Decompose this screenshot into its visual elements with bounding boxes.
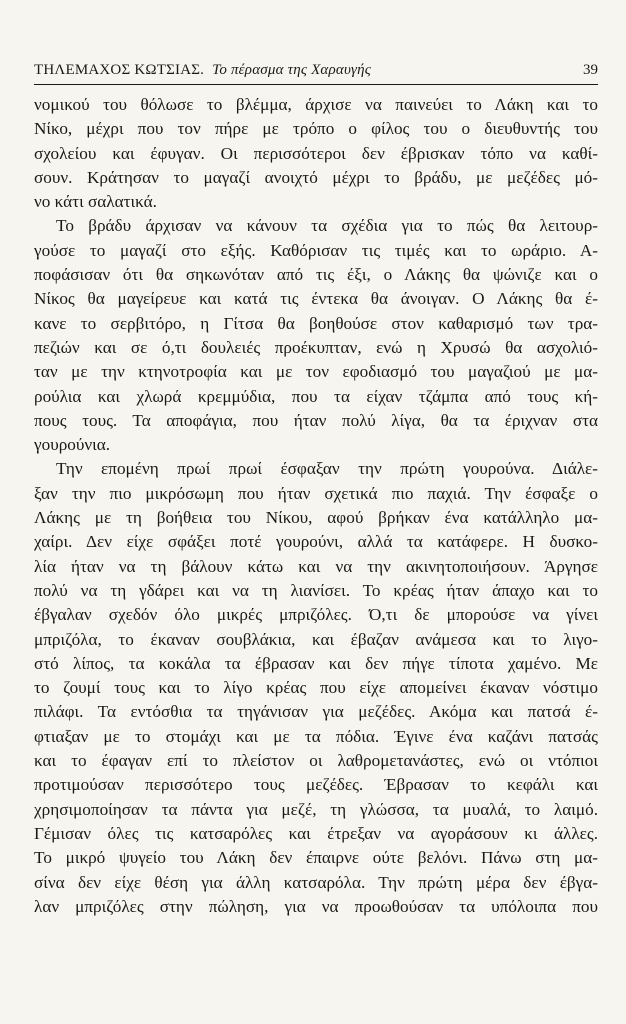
text-line: Το μικρό ψυγείο του Λάκη δεν έπαιρνε ούτε βελόνι. Πάνω στη μα- — [34, 848, 598, 868]
text-line: γούσε το μαγαζί στο εξής. Καθόρισαν τις τιμές και το ωράριο. Α- — [34, 240, 598, 260]
text-line: Λάκης με τη βοήθεια του Νίκου, αφού βρήκαν ένα κατάλληλο μα- — [34, 508, 598, 528]
text-line: Γέμισαν όλες τις κατσαρόλες και έτρεξαν να αγοράσουν κι άλλες. — [34, 823, 598, 843]
text-line: Νίκος θα μαγείρευε και κατά τις έντεκα θα άνοιγαν. Ο Λάκης θα έ- — [34, 289, 598, 309]
text-line: σχολείου και έφυγαν. Οι περισσότεροι δεν έβρισκαν τόπο να καθί- — [34, 143, 598, 163]
text-line: χαίρι. Δεν είχε σφάξει ποτέ γουρούνι, αλλά τα κατάφερε. Η δυσκο- — [34, 532, 598, 552]
text-line: χρησιμοποίησαν τα πάντα για μεζέ, τη γλώσσα, τα μυαλά, το λαιμό. — [34, 799, 598, 819]
header-book-title: Το πέρασμα της Χαραυγής — [212, 62, 372, 78]
text-line: νομικού του θόλωσε το βλέμμα, άρχισε να παινεύει το Λάκη και το — [34, 95, 598, 114]
text-line: Νίκο, μέχρι που τον πήρε με τρόπο ο φίλος του ο διευθυντής του — [34, 119, 598, 139]
text-line: Την επομένη πρωί πρωί έσφαξαν την πρώτη γουρούνα. Διάλε- — [56, 459, 598, 479]
text-line: κανε το σερβιτόρο, η Γίτσα θα βοηθούσε στον καθαρισμό των τρα- — [34, 313, 598, 333]
text-line: ποφάσισαν ότι θα σηκωνόταν από τις έξι, ο Λάκης θα ψώνιζε και ο — [34, 265, 598, 285]
header-author: ΤΗΛΕΜΑΧΟΣ ΚΩΤΣΙΑΣ. — [34, 62, 205, 78]
text-line: φτιαξαν με το στομάχι και με τα πόδια. Έγινε ένα καζάνι πατσάς — [34, 726, 598, 746]
header-rule — [34, 84, 598, 85]
text-line: πολύ να τη γδάρει και να τη λιανίσει. Το κρέας ήταν άπαχο και το — [34, 580, 598, 600]
text-line: προτιμούσαν περισσότερο τους μεζέδες. Έβρασαν το κεφάλι και — [34, 775, 598, 795]
text-line: έβγαλαν σχεδόν όλο μικρές μπριζόλες. Ό,τι δε μπορούσε να γίνει — [34, 605, 598, 625]
text-line: στό λίπος, τα κοκάλα τα έβρασαν και δεν πήγε τίποτα χαμένο. Με — [34, 653, 598, 673]
text-line: γουρούνια. — [34, 435, 111, 455]
text-line: πους τους. Τα αποφάγια, που ήταν πολύ λίγα, θα τα έριχναν στα — [34, 410, 598, 430]
page-number: 39 — [583, 62, 598, 78]
text-line: και το έφαγαν επί το πλείστον οι λαθρομετανάστες, ενώ οι ντόπιοι — [34, 751, 598, 771]
body-text — [34, 93, 598, 919]
text-line: λία ήταν να τη βάλουν κάτω και να την ακινητοποιήσουν. Άργησε — [34, 556, 598, 576]
text-line: ξαν την πιο μικρόσωμη που ήταν σχετικά πιο παχιά. Την έσφαξε ο — [34, 483, 598, 503]
text-line: σίνα δεν είχε θέση για άλλη κατσαρόλα. Την πρώτη μέρα δεν έβγα- — [34, 872, 598, 892]
text-line: μπριζόλα, το έκαναν σουβλάκια, και έβαζαν ανάμεσα και το λιγο- — [34, 629, 598, 649]
text-line: λαν μπριζόλες στην πώληση, για να προωθούσαν τα υπόλοιπα που — [34, 896, 598, 916]
text-line: ταν με την κτηνοτροφία και με τον εφοδιασμό του μαγαζιού με μα- — [34, 362, 598, 382]
text-line: Το βράδυ άρχισαν να κάνουν τα σχέδια για το πώς θα λειτουρ- — [56, 216, 598, 236]
text-line: το ζουμί τους και το λίγο κρέας που είχε απομείνει έκαναν νόστιμο — [34, 678, 598, 698]
running-header — [34, 62, 598, 84]
text-line: νο κάτι σαλατικά. — [34, 192, 157, 212]
text-line: ρούλια και χλωρά κρεμμύδια, που τα είχαν τζάμπα από τους κή- — [34, 386, 598, 406]
text-line: πιλάφι. Τα εντόσθια τα τηγάνισαν για μεζέδες. Ακόμα και πατσά έ- — [34, 702, 598, 722]
text-line: σουν. Κράτησαν το μαγαζί ανοιχτό μέχρι το βράδυ, με μεζέδες μό- — [34, 167, 598, 187]
text-line: πεζιών και σε ό,τι δουλειές προέκυπταν, ενώ η Χρυσώ θα ασχολιό- — [34, 337, 598, 357]
